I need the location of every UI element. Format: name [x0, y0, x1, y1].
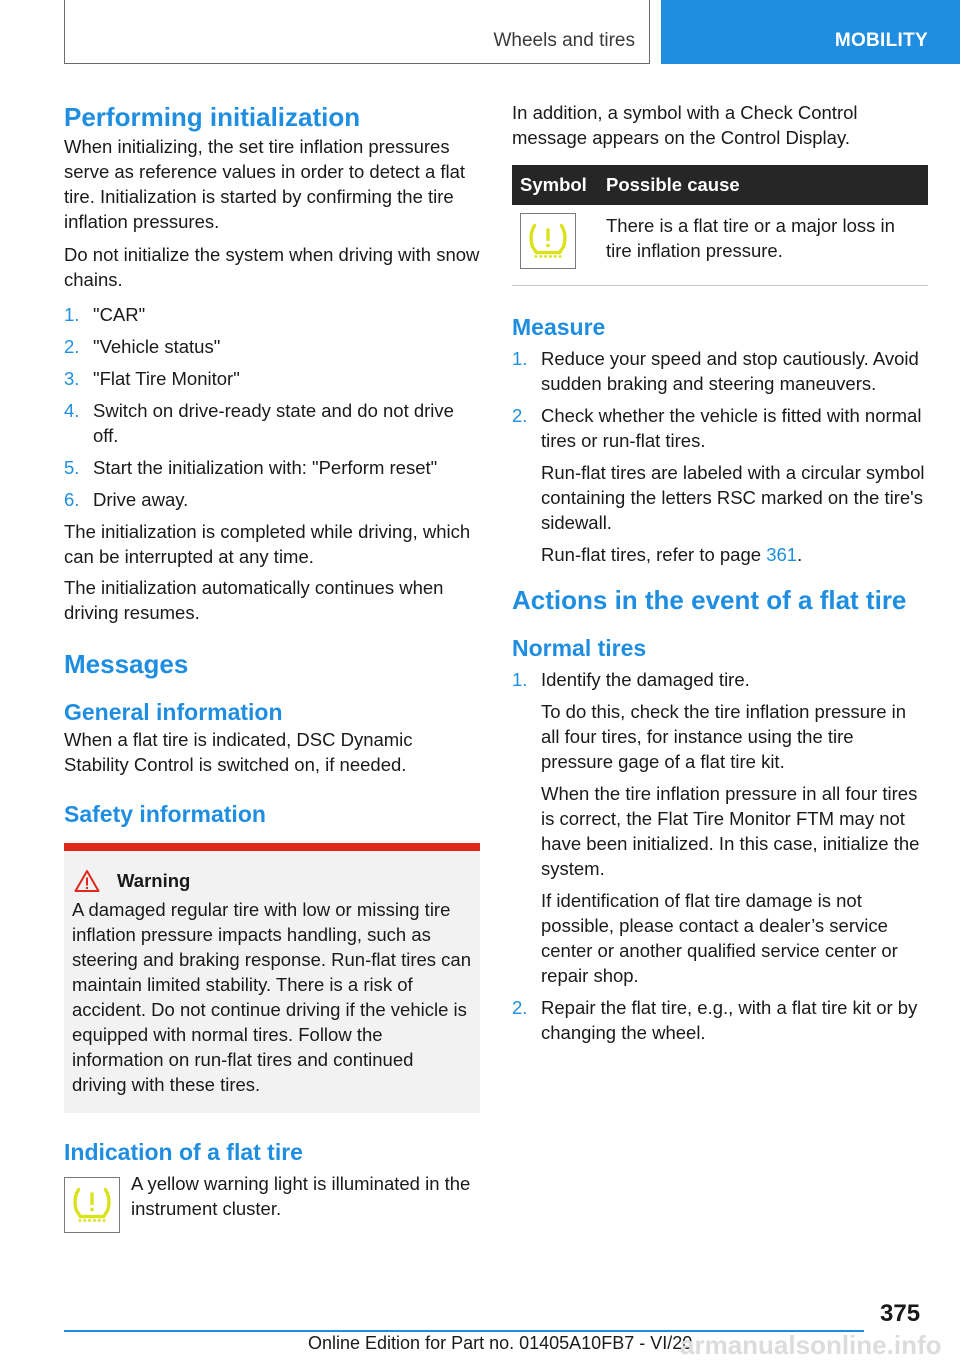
- heading-safety-information: Safety information: [64, 801, 266, 827]
- warning-box: [64, 843, 480, 1113]
- warning-triangle-icon: [74, 869, 100, 893]
- tire-pressure-warning-icon: [64, 1177, 120, 1233]
- heading-performing-initialization: Performing initialization: [64, 102, 361, 132]
- heading-measure: Measure: [512, 314, 606, 340]
- warning-title: Warning: [117, 870, 191, 891]
- perform-paragraph-2: Do not initialize the system when driving with snow chains.: [64, 244, 480, 290]
- check-control-intro: In addition, a symbol with a Check Control message appears on the Control Display.: [512, 102, 858, 148]
- warning-header: [74, 869, 472, 893]
- list-item: 2. Repair the flat tire, e.g., with a flat tire kit or by changing the wheel.: [512, 997, 918, 1043]
- normal-step-1-note-2: When the tire inflation pressure in all four tires is correct, the Flat Tire Monitor FTM may not have been initialized. In this case, initialize the system.: [541, 783, 920, 879]
- header-section-tab: [64, 0, 650, 64]
- measure-step-2-note: Run-flat tires are labeled with a circular symbol containing the letters RSC marked on the tire's sidewall.: [541, 462, 925, 533]
- list-item: 1. Identify the damaged tire. To do this, check the tire inflation pressure in all four tires, for instance using the tire pressure gage of a flat tire kit. When the tire inflation pressure in all four tires is correct, the Flat Tire Monitor FTM may not have been initialized. In this case, initialize the system. If identification of flat tire damage is not possible, please contact a dealer’s service center or another qualified service center or repair shop.: [512, 667, 928, 988]
- perform-paragraph-3: The initialization is completed while driving, which can be interrupted at any time.: [64, 521, 471, 567]
- indication-row: [64, 1169, 480, 1233]
- tire-pressure-warning-icon: [520, 213, 576, 269]
- initialization-steps: [64, 302, 480, 512]
- list-item: 5. Start the initialization with: "Perform reset": [64, 457, 438, 478]
- left-column: [64, 100, 480, 1233]
- list-item: 2. "Vehicle status": [64, 336, 221, 357]
- indication-icon-wrap: [64, 1169, 131, 1233]
- heading-messages: Messages: [64, 649, 189, 679]
- measure-steps: [512, 346, 928, 567]
- table-cell-cause: There is a flat tire or a major loss in tire inflation pressure.: [598, 205, 928, 286]
- table-header-cause: Possible cause: [598, 165, 928, 205]
- table-header-row: [512, 165, 928, 205]
- page-reference-link[interactable]: 361: [766, 544, 798, 565]
- warning-text: A damaged regular tire with low or missing tire inflation pressure impacts handling, such as steering and braking response. Run-flat tires can maintain limited stability. There is a risk of accident. Do not continue driving if the vehicle is equipped with normal tires. Follow the information on run-flat tires and continued driving with these tires.: [72, 899, 471, 1095]
- heading-general-information: General information: [64, 699, 283, 725]
- list-item: 3. "Flat Tire Monitor": [64, 368, 240, 389]
- perform-paragraph-1: When initializing, the set tire inflation pressures serve as reference values in order to detect a flat tire. Initialization is started by confirming the tire inflation pressures.: [64, 136, 466, 232]
- right-column: [512, 100, 928, 1052]
- perform-paragraph-4: The initialization automatically continues when driving resumes.: [64, 577, 444, 623]
- header-section-title: Wheels and tires: [493, 30, 635, 51]
- table-row: [512, 205, 928, 286]
- heading-normal-tires: Normal tires: [512, 635, 647, 661]
- normal-step-1-note-3: If identification of flat tire damage is not possible, please contact a dealer’s service center or another qualified service center or repair shop.: [541, 890, 898, 986]
- watermark: armanualsonline.info: [680, 1330, 942, 1360]
- footer-edition: Online Edition for Part no. 01405A10FB7 - VI/20: [308, 1333, 693, 1353]
- header-chapter-tab: [661, 0, 960, 64]
- list-item: 1. Reduce your speed and stop cautiously. Avoid sudden braking and steering maneuvers.: [512, 348, 919, 394]
- list-item: 6. Drive away.: [64, 489, 189, 510]
- symbol-table: [512, 165, 928, 286]
- header-chapter-title: MOBILITY: [834, 30, 928, 51]
- list-item: 4. Switch on drive-ready state and do not drive off.: [64, 400, 454, 446]
- heading-actions-flat-tire: Actions in the event of a flat tire: [512, 585, 907, 615]
- page-number: 375: [880, 1300, 921, 1327]
- measure-step-2-reference: Run-flat tires, refer to page 361.: [541, 544, 803, 565]
- normal-tires-steps: [512, 667, 928, 1045]
- table-cell-symbol: [512, 205, 598, 286]
- general-paragraph: When a flat tire is indicated, DSC Dynamic Stability Control is switched on, if needed.: [64, 729, 413, 775]
- heading-indication-flat-tire: Indication of a flat tire: [64, 1139, 303, 1165]
- normal-step-1-note-1: To do this, check the tire inflation pressure in all four tires, for instance using the tire pressure gage of a flat tire kit.: [541, 701, 907, 772]
- list-item: 2. Check whether the vehicle is fitted with normal tires or run-flat tires. Run-flat tires are labeled with a circular symbol containing the letters RSC marked on the tire's sidewall. Run-flat tires, refer to page 361.: [512, 403, 928, 567]
- indication-paragraph: A yellow warning light is illuminated in the instrument cluster.: [131, 1173, 471, 1219]
- list-item: 1. "CAR": [64, 304, 146, 325]
- table-header-symbol: Symbol: [512, 165, 598, 205]
